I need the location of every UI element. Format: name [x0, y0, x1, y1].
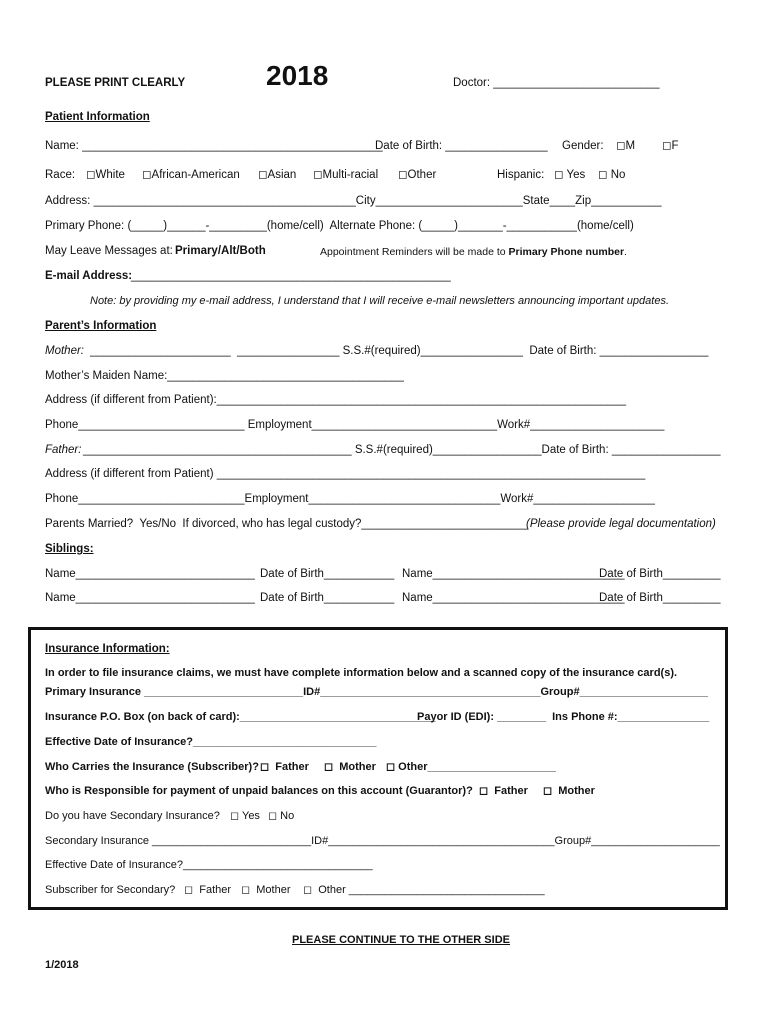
subscriber-mother-checkbox[interactable]: ◻ Mother — [324, 761, 376, 773]
email-field[interactable]: __________________________________________________ — [131, 270, 451, 282]
secondary-no-checkbox[interactable]: ◻ No — [268, 810, 295, 822]
race-african-american-checkbox[interactable]: ◻African-American — [142, 169, 240, 181]
subscriber-father-checkbox[interactable]: ◻ Father — [260, 761, 309, 773]
mother-fields[interactable]: ______________________ ________________ S.S.#(required)________________ Date of Birth: _________________ — [90, 345, 709, 357]
sibling-4-dob[interactable]: Date of Birth_________ — [599, 592, 721, 604]
reminders-prefix: Appointment Reminders will be made to — [320, 246, 506, 258]
gender-m-checkbox[interactable]: ◻M — [616, 140, 636, 152]
secondary-insurance-field[interactable]: Secondary Insurance __________________________ID#_____________________________________Group#_____________________ — [45, 835, 720, 847]
continue-other-side: PLEASE CONTINUE TO THE OTHER SIDE — [292, 934, 510, 946]
gender-label: Gender: — [562, 140, 604, 152]
effective-date-field[interactable]: Effective Date of Insurance?______________________________ — [45, 736, 377, 748]
doctor-field[interactable]: Doctor: __________________________ — [453, 77, 660, 89]
primary-insurance-field[interactable]: Primary Insurance __________________________ID#____________________________________Group#_____________________ — [45, 686, 709, 698]
guarantor-label: Who is Responsible for payment of unpaid balances on this account (Guarantor)? — [45, 785, 473, 797]
secondary-effective-date-field[interactable]: Effective Date of Insurance?_______________________________ — [45, 859, 373, 871]
subscriber-other-field[interactable]: ◻ Other_____________________ — [386, 761, 556, 773]
email-label: E-mail Address: — [45, 270, 133, 282]
sibling-1-name[interactable]: Name____________________________ — [45, 568, 255, 580]
sibling-3-name[interactable]: Name____________________________ — [45, 592, 255, 604]
hispanic-no-checkbox[interactable]: ◻ No — [598, 169, 626, 181]
father-fields[interactable]: __________________________________________ S.S.#(required)_________________Date of Birth: _________________ — [83, 444, 721, 456]
patient-info-heading: Patient Information — [45, 111, 150, 123]
race-asian-checkbox[interactable]: ◻Asian — [258, 169, 297, 181]
parents-info-heading: Parent’s Information — [45, 320, 157, 332]
payor-id-field[interactable]: Payor ID (EDI): ________ Ins Phone #:_______________ — [417, 711, 710, 723]
patient-address-field[interactable]: Address: _________________________________________City_______________________State____Zip___________ — [45, 195, 662, 207]
insurance-heading: Insurance Information: — [45, 643, 170, 655]
guarantor-father-checkbox[interactable]: ◻ Father — [479, 785, 528, 797]
sibling-1-dob[interactable]: Date of Birth___________ — [260, 568, 395, 580]
form-year: 2018 — [266, 60, 329, 91]
father-phone-field[interactable]: Phone__________________________Employment______________________________Work#___________________ — [45, 493, 655, 505]
father-address-field[interactable]: Address (if different from Patient) ___________________________________________________________________ — [45, 468, 646, 480]
reminders-bold: Primary Phone number — [508, 246, 625, 258]
email-note: Note: by providing my e-mail address, I understand that I will receive e-mail newsletters announcing important updates. — [90, 295, 670, 307]
patient-dob-field[interactable]: Date of Birth: ________________ — [375, 140, 548, 152]
insurance-intro: In order to file insurance claims, we must have complete information below and a scanned copy of the insurance card(s). — [45, 667, 678, 679]
print-clearly-label: PLEASE PRINT CLEARLY — [45, 77, 186, 89]
secondary-yes-checkbox[interactable]: ◻ Yes — [230, 810, 260, 822]
sibling-4-name[interactable]: Name______________________________ — [402, 592, 625, 604]
secondary-question: Do you have Secondary Insurance? — [45, 810, 220, 822]
hispanic-yes-checkbox[interactable]: ◻ Yes — [554, 169, 586, 181]
secondary-subscriber-father-checkbox[interactable]: ◻ Father — [184, 884, 232, 896]
patient-phone-field[interactable]: Primary Phone: (_____)______-_________(home/cell) Alternate Phone: (_____)_______-___________(home/cell) — [45, 220, 634, 232]
revision-date: 1/2018 — [45, 959, 79, 971]
race-label: Race: — [45, 169, 76, 181]
race-multiracial-checkbox[interactable]: ◻Multi-racial — [313, 169, 379, 181]
father-label: Father: — [45, 444, 82, 456]
reminders-note — [320, 245, 627, 259]
mother-address-field[interactable]: Address (if different from Patient):________________________________________________________________ — [45, 394, 627, 406]
insurance-po-box-field[interactable]: Insurance P.O. Box (on back of card):________________________________ — [45, 711, 436, 723]
sibling-2-name[interactable]: Name______________________________ — [402, 568, 625, 580]
legal-documentation-note: (Please provide legal documentation) — [526, 518, 716, 530]
secondary-subscriber-other-field[interactable]: ◻ Other ________________________________ — [303, 884, 545, 896]
messages-label: May Leave Messages at: — [45, 245, 173, 257]
guarantor-mother-checkbox[interactable]: ◻ Mother — [543, 785, 595, 797]
parents-married-field[interactable]: Parents Married? Yes/No If divorced, who has legal custody?__________________________ — [45, 518, 528, 530]
subscriber-label: Who Carries the Insurance (Subscriber)? — [45, 761, 259, 773]
mother-label: Mother: — [45, 345, 84, 357]
maiden-name-field[interactable]: Mother’s Maiden Name:_____________________________________ — [45, 370, 404, 382]
mother-phone-field[interactable]: Phone__________________________ Employment_____________________________Work#_____________________ — [45, 419, 665, 431]
hispanic-label: Hispanic: — [497, 169, 545, 181]
gender-f-checkbox[interactable]: ◻F — [662, 140, 679, 152]
sibling-2-dob[interactable]: Date of Birth_________ — [599, 568, 721, 580]
race-other-checkbox[interactable]: ◻Other — [398, 169, 437, 181]
reminders-suffix: . — [624, 246, 627, 258]
secondary-subscriber-mother-checkbox[interactable]: ◻ Mother — [241, 884, 291, 896]
patient-name-field[interactable]: Name: _______________________________________________ — [45, 140, 383, 152]
siblings-heading: Siblings: — [45, 543, 94, 555]
race-white-checkbox[interactable]: ◻White — [86, 169, 125, 181]
sibling-3-dob[interactable]: Date of Birth___________ — [260, 592, 395, 604]
secondary-subscriber-label: Subscriber for Secondary? — [45, 884, 176, 896]
messages-options[interactable]: Primary/Alt/Both — [175, 245, 266, 257]
